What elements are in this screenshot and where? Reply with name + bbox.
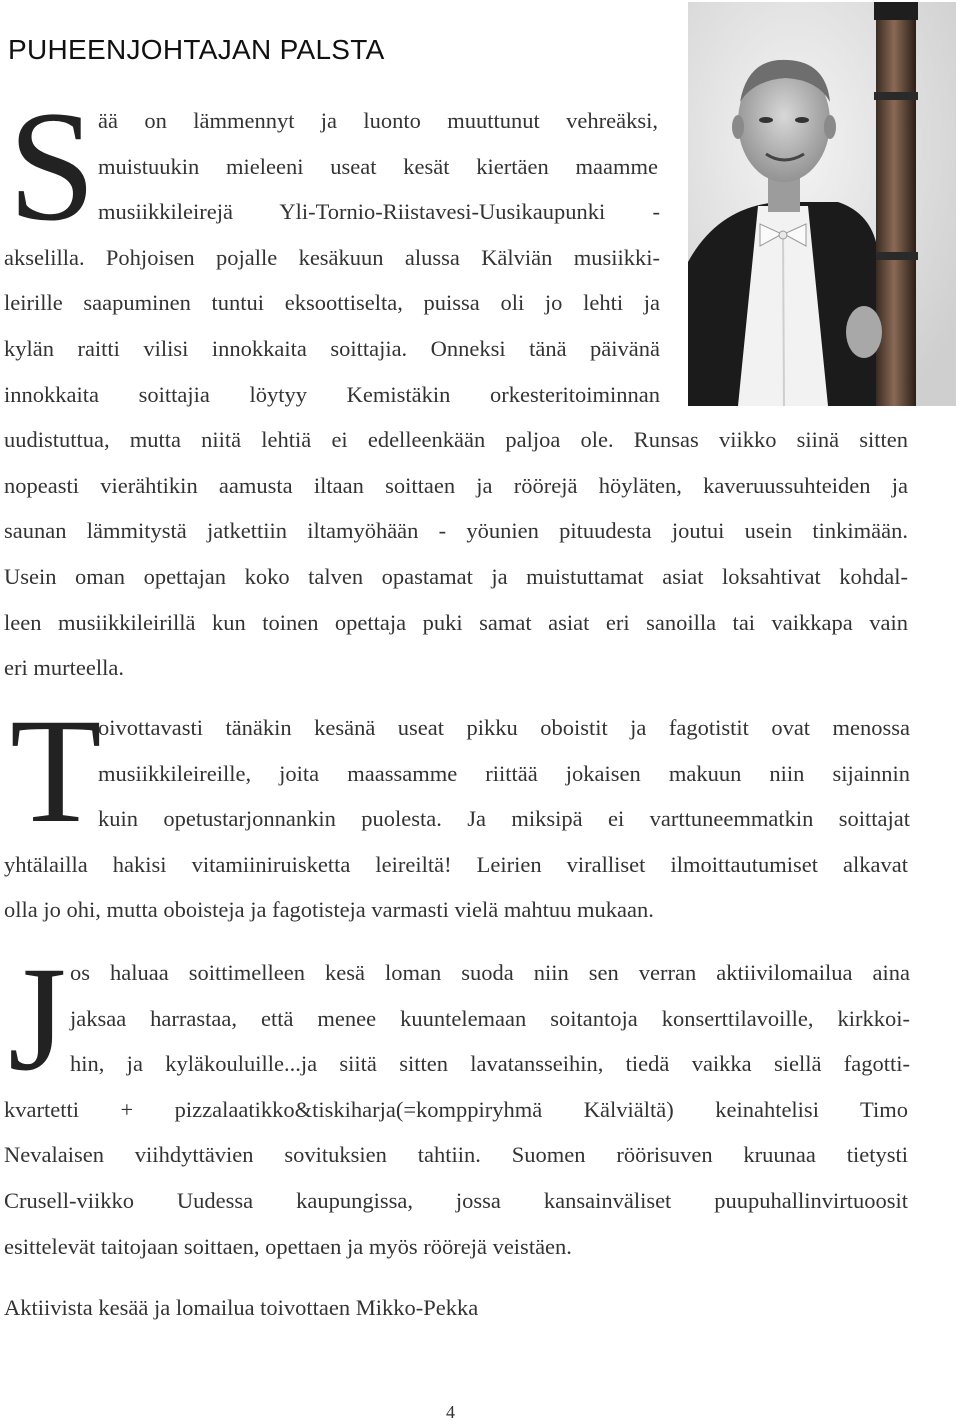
page-number: 4	[446, 1402, 455, 1422]
paragraph-1	[4, 98, 910, 691]
signoff-text: Aktiivista kesää ja lomailua toivottaen Mikko-Pekka	[4, 1295, 479, 1320]
paragraph-line: Nevalaisen viihdyttävien sovituksien tahtiin. Suomen röörisuven kruunaa tietysti	[4, 1142, 908, 1168]
paragraph-line: musiikkileirejä Yli-Tornio-Riistavesi-Uusikaupunki -	[98, 199, 660, 225]
paragraph-line: muistuukin mieleeni useat kesät kiertäen maamme	[98, 153, 658, 179]
signoff	[4, 1285, 910, 1331]
paragraph-line: nopeasti vierähtikin aamusta iltaan soittaen ja röörejä höyläten, kaveruussuhteiden ja	[4, 472, 908, 498]
paragraph-line: ää on lämmennyt ja luonto muuttunut vehreäksi,	[98, 108, 658, 133]
paragraph-2	[4, 705, 910, 933]
paragraph-line: esittelevät taitojaan soittaen, opettaen ja myös röörejä veistäen.	[4, 1233, 572, 1259]
dropcap-t: T	[10, 688, 102, 854]
paragraph-line: Usein oman opettajan koko talven opastamat ja muistuttamat asiat loksahtivat kohdal-	[4, 563, 908, 589]
paragraph-line: jaksaa harrastaa, että menee kuuntelemaan soitantoja konserttilavoille, kirkkoi-	[70, 1005, 910, 1031]
paragraph-line: musiikkileireille, joita maassamme riittää jokaisen makuun niin sijainnin	[98, 760, 910, 786]
paragraph-line: hin, ja kyläkouluille...ja siitä sitten lavatansseihin, tiedä vaikka siellä fagotti-	[70, 1051, 910, 1077]
paragraph-line: kuin opetustarjonnankin puolesta. Ja miksipä ei varttuneemmatkin soittajat	[98, 806, 910, 832]
paragraph-line: innokkaita soittajia löytyy Kemistäkin orkesteritoiminnan	[4, 381, 660, 407]
paragraph-line: leen musiikkileirillä kun toinen opettaja puki samat asiat eri sanoilla tai vaikkapa vain	[4, 609, 908, 635]
paragraph-line: yhtälailla hakisi vitamiiniruisketta leireiltä! Leirien viralliset ilmoittautumiset alkavat	[4, 851, 908, 877]
paragraph-line: olla jo ohi, mutta oboisteja ja fagotisteja varmasti vielä mahtuu mukaan.	[4, 897, 654, 923]
paragraph-line: saunan lämmitystä jatkettiin iltamyöhään - yöunien pituudesta joutui usein tinkimään.	[4, 518, 908, 544]
paragraph-line: os haluaa soittimelleen kesä loman suoda niin sen verran aktiivilomailua aina	[70, 960, 910, 985]
paragraph-line: leirille saapuminen tuntui eksoottiselta, puissa oli jo lehti ja	[4, 290, 660, 316]
paragraph-line: Crusell-viikko Uudessa kaupungissa, jossa kansainväliset puupuhallinvirtuoosit	[4, 1187, 908, 1213]
paragraph-3	[4, 950, 910, 1269]
paragraph-line: oivottavasti tänäkin kesänä useat pikku oboistit ja fagotistit ovat menossa	[98, 715, 910, 740]
dropcap-j: J	[8, 936, 67, 1102]
paragraph-line: kylän raitti vilisi innokkaita soittajia. Onneksi tänä päivänä	[4, 335, 660, 361]
paragraph-line: eri murteella.	[4, 655, 124, 681]
paragraph-line: kvartetti + pizzalaatikko&tiskiharja(=komppiryhmä Kälviältä) keinahtelisi Timo	[4, 1096, 908, 1122]
paragraph-line: uudistuttua, mutta niitä lehtiä ei edelleenkään paljoa ole. Runsas viikko siinä sitten	[4, 427, 908, 453]
dropcap-s: S	[8, 79, 96, 254]
page-title: PUHEENJOHTAJAN PALSTA	[8, 34, 385, 65]
paragraph-line: akselilla. Pohjoisen pojalle kesäkuun alussa Kälviän musiikki-	[4, 244, 660, 270]
